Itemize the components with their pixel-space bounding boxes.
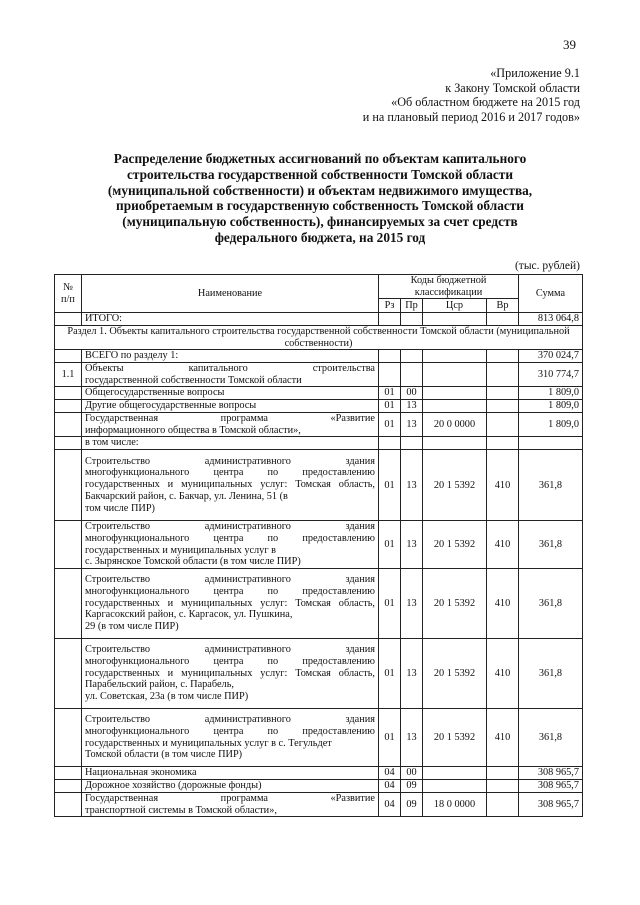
header-pr: Пр (401, 299, 423, 313)
row-sum: 1 809,0 (519, 387, 583, 400)
cell (401, 437, 423, 450)
row-name-last: ул. Советская, 23а (в том числе ПИР) (85, 691, 249, 703)
cell (401, 313, 423, 326)
row-sum: 308 965,7 (519, 780, 583, 793)
row-cer: 20 1 5392 (423, 569, 487, 639)
page-number: 39 (563, 37, 576, 52)
cell (487, 767, 519, 780)
row-name (82, 521, 379, 569)
cell (487, 387, 519, 400)
cell (55, 521, 82, 569)
header-vr: Вр (487, 299, 519, 313)
cell (55, 400, 82, 413)
section-total-sum: 370 024,7 (519, 350, 583, 363)
cell (487, 413, 519, 437)
cell (423, 350, 487, 363)
row-sum: 1 809,0 (519, 400, 583, 413)
row-cer: 20 1 5392 (423, 709, 487, 767)
table-row (55, 450, 583, 521)
row-rz: 01 (379, 521, 401, 569)
cell (401, 363, 423, 387)
cell (487, 400, 519, 413)
header-sum: Сумма (519, 275, 583, 313)
row-pr: 09 (401, 793, 423, 817)
cell (55, 569, 82, 639)
header-rz: Рз (379, 299, 401, 313)
row-name-lead: Строительство административного здания многофункционального центра по предоставлению государственных и муниципальных услуг: Томская область, Бакчарский район, с. Бакчар, ул. Ленина, 51 (в (85, 455, 375, 502)
row-pr: 13 (401, 569, 423, 639)
row-sum: 308 965,7 (519, 793, 583, 817)
row-pr: 13 (401, 521, 423, 569)
row-rz: 01 (379, 569, 401, 639)
row-pr: 13 (401, 450, 423, 521)
cell (55, 709, 82, 767)
row-vr: 410 (487, 450, 519, 521)
units-label: (тыс. рублей) (514, 260, 580, 272)
row-pr: 13 (401, 639, 423, 709)
row-name: Другие общегосударственные вопросы (82, 400, 379, 413)
row-name (82, 709, 379, 767)
row-rz: 01 (379, 709, 401, 767)
appendix-line: «Об областном бюджете на 2015 год (391, 95, 580, 110)
row-name-line: Государственная программа «Развитие (85, 413, 375, 424)
table-row (55, 569, 583, 639)
cell (487, 793, 519, 817)
row-rz: 01 (379, 400, 401, 413)
row-cer: 20 1 5392 (423, 639, 487, 709)
row-rz: 04 (379, 793, 401, 817)
row-vr: 410 (487, 569, 519, 639)
cell (55, 793, 82, 817)
table-row (55, 709, 583, 767)
cell (379, 350, 401, 363)
cell (55, 780, 82, 793)
cell (55, 313, 82, 326)
row-name-lead: Строительство административного здания многофункционального центра по предоставлению государственных и муниципальных услуг в (85, 521, 375, 556)
row-pr: 09 (401, 780, 423, 793)
row-name: Национальная экономика (82, 767, 379, 780)
row-pr: 00 (401, 387, 423, 400)
table-row (55, 780, 583, 793)
cell (55, 639, 82, 709)
table-row (55, 521, 583, 569)
item-name-line: Объекты капитального строительства (85, 363, 375, 374)
cell (423, 400, 487, 413)
row-name-last: с. Зырянское Томской области (в том числе ПИР) (85, 556, 301, 568)
cell (423, 313, 487, 326)
item-name-line: государственной собственности Томской области (85, 374, 302, 386)
item-name (82, 363, 379, 387)
row-rz: 01 (379, 387, 401, 400)
row-name: Дорожное хозяйство (дорожные фонды) (82, 780, 379, 793)
table-row (55, 313, 583, 326)
cell (423, 767, 487, 780)
row-sum: 361,8 (519, 639, 583, 709)
including-label: в том числе: (82, 437, 379, 450)
cell (487, 313, 519, 326)
appendix-line: «Приложение 9.1 (490, 66, 580, 80)
table-row (55, 326, 583, 350)
row-vr: 410 (487, 709, 519, 767)
document-title (70, 151, 570, 246)
cell (487, 363, 519, 387)
appendix-line: к Закону Томской области (445, 80, 580, 95)
table-header-row (55, 275, 583, 299)
cell (379, 363, 401, 387)
cell (55, 413, 82, 437)
row-name-last: Томской области (в том числе ПИР) (85, 749, 243, 761)
cell (519, 437, 583, 450)
row-rz: 04 (379, 780, 401, 793)
row-sum: 361,8 (519, 450, 583, 521)
item-number: 1.1 (55, 363, 82, 387)
row-name (82, 793, 379, 817)
row-cer: 20 1 5392 (423, 450, 487, 521)
cell (423, 780, 487, 793)
table-row (55, 387, 583, 400)
row-name (82, 413, 379, 437)
cell (55, 437, 82, 450)
cell (423, 363, 487, 387)
row-name-last: том числе ПИР) (85, 502, 155, 514)
row-sum: 308 965,7 (519, 767, 583, 780)
row-name (82, 639, 379, 709)
section-total-label: ВСЕГО по разделу 1: (82, 350, 379, 363)
row-sum: 361,8 (519, 521, 583, 569)
cell (401, 350, 423, 363)
header-name: Наименование (82, 275, 379, 313)
row-sum: 361,8 (519, 569, 583, 639)
row-cer: 20 0 0000 (423, 413, 487, 437)
row-vr: 410 (487, 521, 519, 569)
row-name: Общегосударственные вопросы (82, 387, 379, 400)
title-line: строительства государственной собственности Томской области (127, 166, 513, 182)
row-cer: 20 1 5392 (423, 521, 487, 569)
row-name-line: Государственная программа «Развитие (85, 793, 375, 804)
row-rz: 04 (379, 767, 401, 780)
table-row (55, 437, 583, 450)
table-row (55, 400, 583, 413)
row-pr: 00 (401, 767, 423, 780)
header-num: № п/п (55, 275, 82, 313)
row-sum: 361,8 (519, 709, 583, 767)
row-sum: 1 809,0 (519, 413, 583, 437)
table-row (55, 793, 583, 817)
cell (423, 387, 487, 400)
cell (423, 437, 487, 450)
table-row (55, 639, 583, 709)
row-rz: 01 (379, 413, 401, 437)
cell (379, 437, 401, 450)
item-sum: 310 774,7 (519, 363, 583, 387)
title-line: Распределение бюджетных ассигнований по объектам капитального (113, 151, 527, 166)
table-row (55, 767, 583, 780)
cell (55, 387, 82, 400)
cell (487, 437, 519, 450)
row-name-line: транспортной системы в Томской области», (85, 804, 277, 816)
title-line: приобретаемым в государственную собственность Томской области (116, 198, 524, 214)
appendix-note (280, 66, 580, 124)
cell (55, 450, 82, 521)
header-codes: Коды бюджетной классификации (379, 275, 519, 299)
appendix-line: и на плановый период 2016 и 2017 годов» (362, 109, 580, 124)
row-name-lead: Строительство административного здания многофункционального центра по предоставлению государственных и муниципальных услуг: Томская область, Каргасокский район, с. Каргасок, ул. Пушкина, (85, 574, 375, 621)
header-cer: Цср (423, 299, 487, 313)
row-pr: 13 (401, 400, 423, 413)
cell (379, 313, 401, 326)
total-sum: 813 064,8 (519, 313, 583, 326)
budget-table (54, 274, 583, 817)
cell (55, 767, 82, 780)
row-cer: 18 0 0000 (423, 793, 487, 817)
row-name-line: информационного общества в Томской области», (85, 424, 301, 436)
row-pr: 13 (401, 413, 423, 437)
row-rz: 01 (379, 639, 401, 709)
row-name (82, 569, 379, 639)
total-label: ИТОГО: (82, 313, 379, 326)
title-line: (муниципальную собственность), финансируемых за счет средств (122, 214, 518, 230)
row-name-lead: Строительство административного здания многофункционального центра по предоставлению государственных и муниципальных услуг: Томская область, Парабельский район, с. Парабель, (85, 644, 375, 691)
row-pr: 13 (401, 709, 423, 767)
section-title: Раздел 1. Объекты капитального строительства государственной собственности Томской области (муниципальной собственности) (55, 326, 583, 350)
title-line: (муниципальной собственности) и объектам недвижимого имущества, (107, 182, 533, 198)
row-name-last: 29 (в том числе ПИР) (85, 621, 179, 633)
table-row (55, 413, 583, 437)
row-name (82, 450, 379, 521)
cell (487, 350, 519, 363)
table-row (55, 363, 583, 387)
title-line: федерального бюджета, на 2015 год (214, 229, 426, 245)
row-rz: 01 (379, 450, 401, 521)
table-row (55, 350, 583, 363)
row-name-lead: Строительство административного здания многофункционального центра по предоставлению государственных и муниципальных услуг в с. Тегульдет (85, 714, 375, 749)
cell (487, 780, 519, 793)
cell (55, 350, 82, 363)
row-vr: 410 (487, 639, 519, 709)
